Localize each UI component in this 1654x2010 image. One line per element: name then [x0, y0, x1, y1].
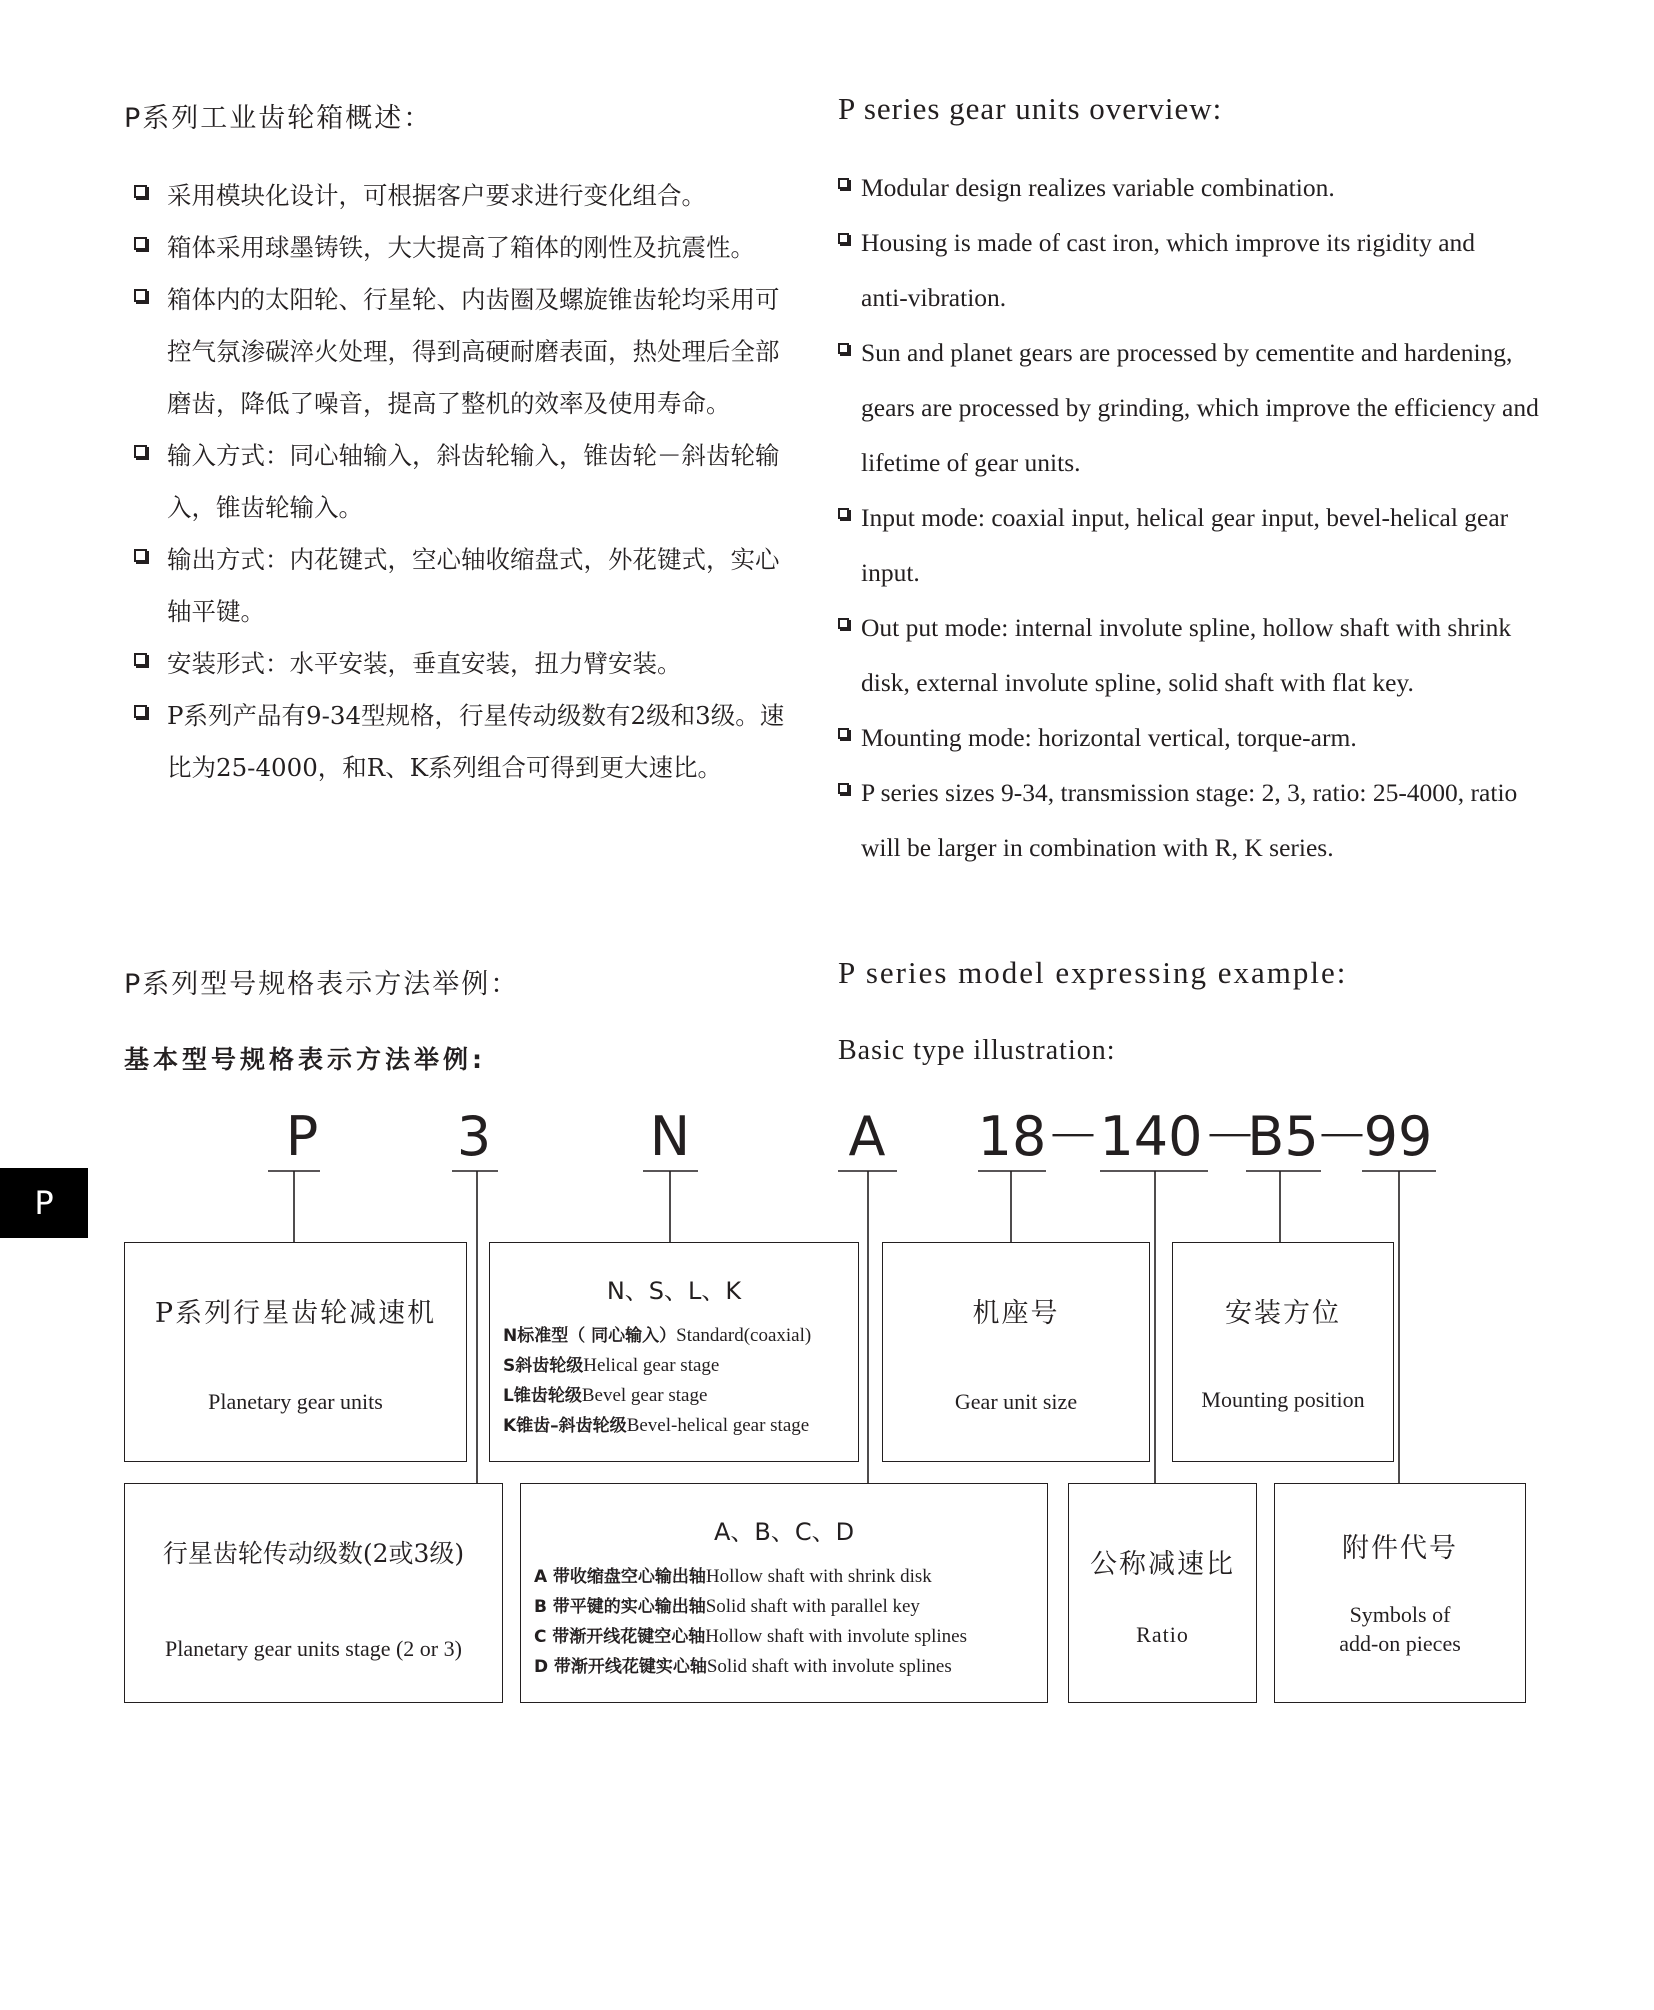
- code-input: N: [649, 1105, 691, 1168]
- addon-box: [1274, 1483, 1526, 1703]
- stage-label-en: Planetary gear units stage (2 or 3): [165, 1636, 462, 1661]
- list-item: 安装形式：水平安装，垂直安装，扭力臂安装。: [134, 638, 794, 690]
- model-subheading-cn: 基本型号规格表示方法举例:: [124, 1045, 486, 1074]
- list-item: L锥齿轮级Bevel gear stage: [503, 1385, 708, 1406]
- list-item: 输出方式：内花键式，空心轴收缩盘式，外花键式，实心轴平键。: [134, 534, 787, 638]
- size-label-cn: 机座号: [972, 1298, 1060, 1329]
- overview-heading-en: P series gear units overview:: [838, 91, 1223, 126]
- list-item: P series sizes 9-34, transmission stage: 2, 3, ratio: 25-4000, ratio will be larger in combination with R, K series.: [838, 765, 1531, 875]
- mounting-label-cn: 安装方位: [1225, 1298, 1341, 1329]
- model-subheading-en: Basic type illustration:: [838, 1035, 1116, 1066]
- list-item: S斜齿轮级Helical gear stage: [503, 1355, 720, 1376]
- list-item: B 带平键的实心输出轴Solid shaft with parallel key: [534, 1596, 920, 1617]
- code-ratio: 140: [1099, 1105, 1203, 1168]
- list-item: C 带渐开线花键空心轴Hollow shaft with involute splines: [534, 1626, 967, 1647]
- list-item: Modular design realizes variable combination.: [838, 160, 1618, 215]
- list-item: 输入方式：同心轴输入，斜齿轮输入，锥齿轮－斜齿轮输入，锥齿轮输入。: [134, 430, 787, 534]
- input-box: [489, 1242, 859, 1462]
- size-box: [882, 1242, 1150, 1462]
- list-item: Housing is made of cast iron, which improve its rigidity and anti-vibration.: [838, 215, 1511, 325]
- section-tab: P: [0, 1168, 88, 1238]
- list-item: 箱体内的太阳轮、行星轮、内齿圈及螺旋锥齿轮均采用可控气氛渗碳淬火处理，得到高硬耐磨表面，热处理后全部磨齿，降低了噪音，提高了整机的效率及使用寿命。: [134, 274, 787, 430]
- model-heading-cn: P系列型号规格表示方法举例：: [124, 969, 520, 1000]
- code-addon: 99: [1363, 1105, 1433, 1168]
- ratio-label-cn: 公称减速比: [1090, 1549, 1235, 1580]
- list-item: N标准型（ 同心输入）Standard(coaxial): [503, 1325, 812, 1346]
- code-size: 18: [977, 1105, 1047, 1168]
- code-stage: 3: [456, 1105, 492, 1168]
- overview-heading-cn: P系列工业齿轮箱概述：: [124, 103, 433, 134]
- stage-label-cn: 行星齿轮传动级数(2或3级): [162, 1539, 465, 1568]
- output-letters: A、B、C、D: [713, 1518, 855, 1546]
- code-series: P: [285, 1105, 319, 1168]
- size-label-en: Gear unit size: [954, 1389, 1078, 1414]
- addon-label-cn: 附件代号: [1342, 1533, 1458, 1564]
- code-mounting: B5: [1247, 1105, 1319, 1168]
- list-item: K锥齿–斜齿轮级Bevel-helical gear stage: [503, 1415, 810, 1436]
- series-label-en: Planetary gear units: [208, 1389, 383, 1414]
- code-output: A: [848, 1105, 886, 1168]
- list-item: Mounting mode: horizontal vertical, torque-arm.: [838, 710, 1618, 765]
- input-options: [503, 1321, 811, 1441]
- list-item: Out put mode: internal involute spline, hollow shaft with shrink disk, external involute spline, solid shaft with flat key.: [838, 600, 1561, 710]
- code-dash: －: [1046, 1105, 1100, 1168]
- list-item: P系列产品有9-34型规格，行星传动级数有2级和3级。速比为25-4000，和R、K系列组合可得到更大速比。: [134, 690, 807, 794]
- code-dash: －: [1203, 1105, 1257, 1168]
- ratio-box: [1068, 1483, 1257, 1703]
- code-dash: －: [1315, 1105, 1369, 1168]
- ratio-label-en: Ratio: [1136, 1622, 1189, 1647]
- output-options: [534, 1562, 967, 1682]
- series-box: [124, 1242, 467, 1462]
- model-heading-en: P series model expressing example:: [838, 955, 1348, 990]
- series-label-cn: P系列行星齿轮减速机: [154, 1298, 437, 1329]
- mounting-label-en: Mounting position: [1201, 1387, 1365, 1412]
- list-item: Sun and planet gears are processed by cementite and hardening, gears are processed by grinding, which improve the efficiency and lifetime of gear units.: [838, 325, 1541, 490]
- list-item: 箱体采用球墨铸铁，大大提高了箱体的刚性及抗震性。: [134, 222, 794, 274]
- mounting-box: [1172, 1242, 1394, 1462]
- input-letters: N、S、L、K: [606, 1277, 742, 1305]
- output-box: [520, 1483, 1048, 1703]
- list-item: 采用模块化设计，可根据客户要求进行变化组合。: [134, 170, 794, 222]
- list-item: A 带收缩盘空心输出轴Hollow shaft with shrink disk: [534, 1566, 932, 1587]
- list-item: D 带渐开线花键实心轴Solid shaft with involute splines: [534, 1656, 952, 1677]
- list-item: Input mode: coaxial input, helical gear input, bevel-helical gear input.: [838, 490, 1541, 600]
- stage-box: [124, 1483, 503, 1703]
- addon-label-en: Symbols of add-on pieces: [1339, 1602, 1461, 1656]
